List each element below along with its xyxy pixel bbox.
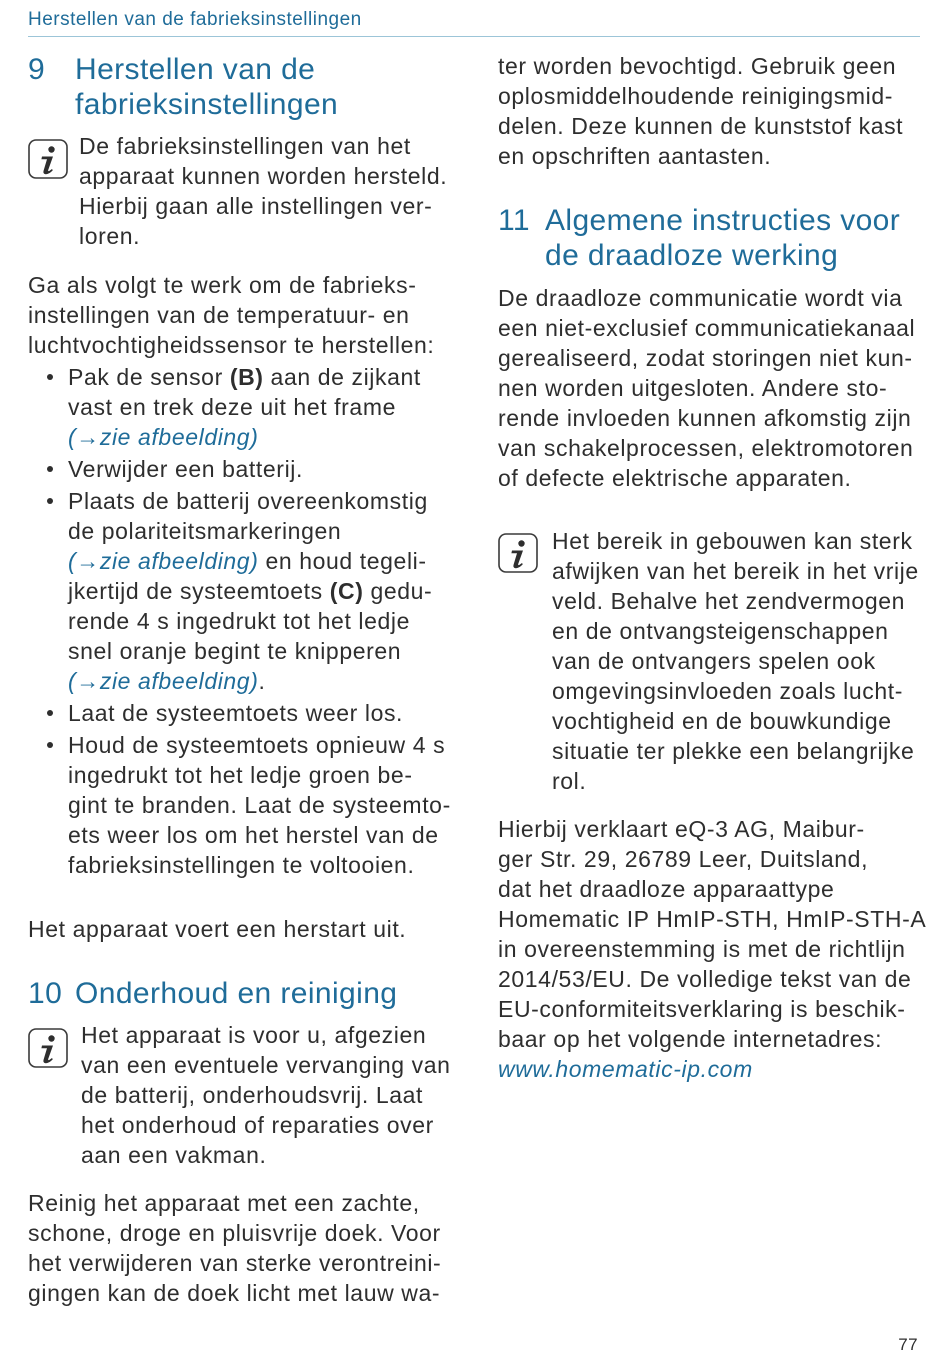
paragraph-line: rende invloeden kunnen afkomstig zijn — [498, 405, 912, 431]
paragraph-line: schone, droge en pluisvrije doek. Voor — [28, 1220, 441, 1246]
paragraph-line: in overeenstemming is met de richtlijn — [498, 936, 906, 962]
step-line — [68, 362, 421, 392]
note-line: het onderhoud of reparaties over — [81, 1112, 434, 1138]
paragraph-line: Ga als volgt te werk om de fabrieks- — [28, 272, 417, 298]
paragraph-line: luchtvochtigheidssensor te herstellen: — [28, 332, 435, 358]
note-line: De fabrieksinstellingen van het — [79, 133, 411, 159]
step-line: gint te branden. Laat de systeemto- — [68, 792, 451, 818]
paragraph-line: De draadloze communicatie wordt via — [498, 285, 903, 311]
step-text: . — [258, 668, 266, 694]
note-line: loren. — [79, 223, 141, 249]
step-line: vast en trek deze uit het frame — [68, 394, 396, 420]
section-9-intro — [28, 270, 434, 360]
section-11-title-line: de draadloze werking — [545, 239, 839, 272]
section-10-cleaning-continued — [498, 51, 903, 171]
section-11-note — [552, 526, 919, 796]
paragraph-line: instellingen van de temperatuur- en — [28, 302, 410, 328]
paragraph-line: 2014/53/EU. De volledige tekst van de — [498, 966, 912, 992]
paragraph-line: Hierbij verklaart eQ-3 AG, Maibur- — [498, 816, 865, 842]
paragraph-line: nen worden uitgesloten. Andere sto- — [498, 375, 888, 401]
step-line: snel oranje begint te knipperen — [68, 638, 402, 664]
note-line: aan een vakman. — [81, 1142, 267, 1168]
paragraph-line: een niet-exclusief communicatiekanaal — [498, 315, 916, 341]
paragraph-line: EU-conformiteitsverklaring is beschik- — [498, 996, 906, 1022]
header-divider — [28, 36, 920, 37]
section-10-number: 10 — [28, 977, 63, 1010]
info-icon — [28, 1028, 68, 1068]
paragraph-line: delen. Deze kunnen de kunststof kast — [498, 113, 904, 139]
note-line: van de ontvangers spelen ook — [552, 648, 876, 674]
bullet — [47, 742, 53, 748]
note-line: de batterij, onderhoudsvrij. Laat — [81, 1082, 424, 1108]
section-9-title — [75, 52, 338, 122]
section-11-title-line: Algemene instructies voor — [545, 204, 901, 237]
step-line: Plaats de batterij overeenkomstig — [68, 488, 428, 514]
part-label-c: (C) — [329, 578, 364, 604]
conformity-declaration — [498, 814, 926, 1084]
note-line: van een eventuele vervanging van — [81, 1052, 451, 1078]
section-9-title-line: fabrieksinstellingen — [75, 88, 339, 121]
step-item — [68, 698, 403, 728]
bullet — [47, 710, 53, 716]
paragraph-line: Reinig het apparaat met een zachte, — [28, 1190, 420, 1216]
step-line: fabrieksinstellingen te voltooien. — [68, 852, 415, 878]
paragraph-line: baar op het volgende internetadres: — [498, 1026, 883, 1052]
step-line: ingedrukt tot het ledje groen be- — [68, 762, 413, 788]
paragraph-line: gerealiseerd, zodat storingen niet kun- — [498, 345, 913, 371]
step-text: en houd tegeli- — [258, 548, 427, 574]
part-label-b: (B) — [229, 364, 264, 390]
note-line: situatie ter plekke een belangrijke — [552, 738, 915, 764]
step-text: gedu- — [363, 578, 433, 604]
step-text: aan de zijkant — [263, 364, 421, 390]
paragraph-line: ter worden bevochtigd. Gebruik geen — [498, 53, 897, 79]
section-9-number: 9 — [28, 53, 46, 86]
step-text: jkertijd de systeemtoets — [68, 578, 330, 604]
note-line: Het bereik in gebouwen kan sterk — [552, 528, 913, 554]
paragraph-line: oplosmiddelhoudende reinigingsmid- — [498, 83, 894, 109]
figure-reference: (→zie afbeelding) — [68, 548, 259, 574]
note-line: veld. Behalve het zendvermogen — [552, 588, 905, 614]
note-line: rol. — [552, 768, 587, 794]
step-line — [68, 666, 432, 696]
note-line: Het apparaat is voor u, afgezien — [81, 1022, 427, 1048]
website-link[interactable]: www.homematic-ip.com — [498, 1056, 753, 1082]
step-line: Houd de systeemtoets opnieuw 4 s — [68, 732, 446, 758]
step-line: rende 4 s ingedrukt tot het ledje — [68, 608, 411, 634]
section-9-title-line: Herstellen van de — [75, 53, 316, 86]
step-line: Verwijder een batterij. — [68, 456, 303, 482]
info-icon — [498, 533, 538, 573]
url-line — [498, 1054, 926, 1084]
section-10-cleaning — [28, 1188, 441, 1308]
note-line: Hierbij gaan alle instellingen ver- — [79, 193, 433, 219]
step-text: Pak de sensor — [68, 364, 230, 390]
step-item — [68, 362, 421, 452]
info-icon — [28, 139, 68, 179]
paragraph-line: Homematic IP HmIP-STH, HmIP-STH-A — [498, 906, 927, 932]
section-10-note — [81, 1020, 451, 1170]
bullet — [47, 466, 53, 472]
section-9-note — [79, 131, 447, 251]
paragraph-line: het verwijderen van sterke verontreini- — [28, 1250, 442, 1276]
step-item — [68, 730, 451, 880]
step-item — [68, 454, 303, 484]
paragraph-line: van schakelprocessen, elektromotoren — [498, 435, 914, 461]
note-line: apparaat kunnen worden hersteld. — [79, 163, 448, 189]
bullet — [47, 498, 53, 504]
note-line: vochtigheid en de bouwkundige — [552, 708, 892, 734]
section-11-title — [545, 203, 900, 273]
page-number: 77 — [898, 1335, 918, 1354]
section-10-title: Onderhoud en reiniging — [75, 977, 398, 1010]
step-line — [68, 546, 432, 576]
running-title: Herstellen van de fabrieksinstellingen — [28, 9, 362, 30]
paragraph-line: ger Str. 29, 26789 Leer, Duitsland, — [498, 846, 869, 872]
section-11-number: 11 — [498, 204, 530, 237]
step-line — [68, 422, 421, 452]
figure-reference: (→zie afbeelding) — [68, 668, 259, 694]
paragraph-line: of defecte elektrische apparaten. — [498, 465, 852, 491]
step-line: de polariteitsmarkeringen — [68, 518, 342, 544]
note-line: en de ontvangsteigenschappen — [552, 618, 889, 644]
paragraph-line: gingen kan de doek licht met lauw wa- — [28, 1280, 441, 1306]
paragraph-line: en opschriften aantasten. — [498, 143, 772, 169]
step-item — [68, 486, 432, 696]
note-line: afwijken van het bereik in het vrije — [552, 558, 919, 584]
figure-reference: (→zie afbeelding) — [68, 424, 259, 450]
note-line: omgevingsinvloeden zoals lucht- — [552, 678, 904, 704]
bullet — [47, 374, 53, 380]
section-11-body — [498, 283, 915, 493]
step-line: Laat de systeemtoets weer los. — [68, 700, 404, 726]
paragraph-line: dat het draadloze apparaattype — [498, 876, 835, 902]
section-9-closing: Het apparaat voert een herstart uit. — [28, 916, 407, 942]
step-line — [68, 576, 432, 606]
step-line: ets weer los om het herstel van de — [68, 822, 439, 848]
